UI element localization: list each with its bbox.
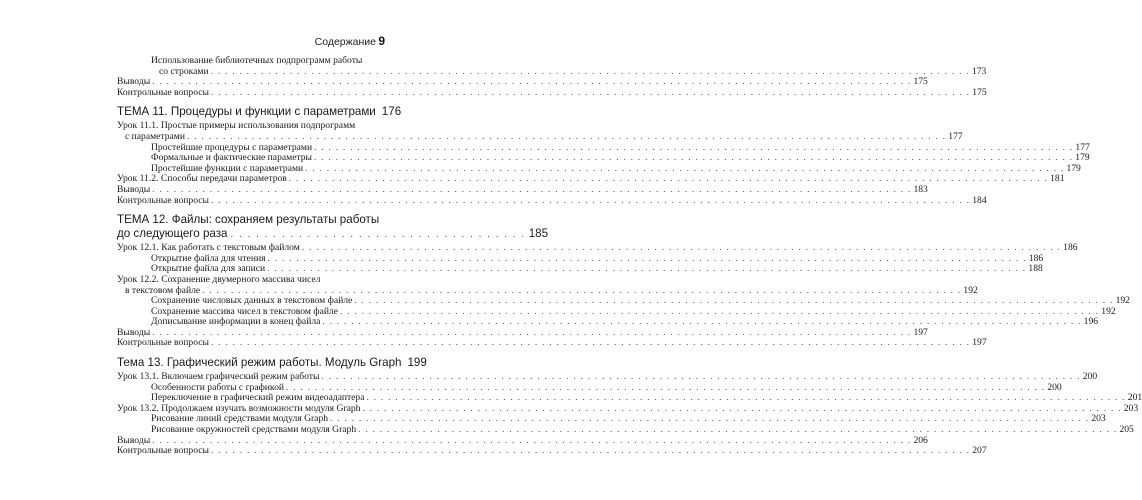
toc-theme-heading [117, 227, 549, 241]
toc-entry-text: Контрольные вопросы [117, 86, 209, 98]
toc-theme-heading [117, 213, 380, 227]
toc-entry-text: Формальные и фактические параметры [151, 152, 313, 164]
theme-title: ТЕМА 12. Файлы: сохраняем результаты работы [117, 213, 380, 227]
toc-entry-text: Выводы [117, 76, 151, 88]
toc-entry-page: 184 [972, 194, 987, 206]
table-of-contents [117, 55, 1142, 457]
toc-entry-text: Открытие файла для записи [151, 263, 266, 275]
toc-entry [117, 275, 374, 286]
toc-entry-text: Урок 13.1. Включаем графический режим работы [117, 371, 320, 383]
toc-entry-page: 186 [1063, 242, 1078, 254]
toc-entry-text: Выводы [117, 183, 151, 195]
dot-leader [211, 88, 970, 99]
toc-entry-text: со строками [159, 65, 209, 77]
toc-entry-text: Выводы [117, 326, 151, 338]
toc-entry-text: Урок 11.2. Способы передачи параметров [117, 173, 287, 185]
toc-entry-page: 175 [972, 86, 987, 98]
toc-entry-page: 188 [1028, 263, 1043, 275]
dot-leader [211, 446, 970, 457]
toc-theme-heading [117, 105, 402, 119]
page-number: 9 [378, 34, 385, 48]
toc-entry-text: Урок 12.2. Сохранение двумерного массива чисел [117, 273, 321, 285]
dot-leader [187, 132, 946, 143]
toc-entry-page: 179 [1075, 152, 1090, 164]
toc-entry-page: 203 [1091, 413, 1106, 425]
toc-entry [117, 445, 987, 457]
toc-entry-text: с параметрами [125, 130, 186, 142]
theme-title: Тема 13. Графический режим работы. Модуль Graph [117, 356, 402, 370]
toc-entry [117, 183, 928, 196]
toc-entry-text: Контрольные вопросы [117, 337, 209, 349]
toc-entry-page: 179 [1066, 162, 1081, 174]
toc-entry-text: Открытие файла для чтения [151, 252, 266, 264]
toc-entry [117, 86, 987, 99]
toc-entry-page: 173 [971, 65, 987, 77]
toc-entry-text: в текстовом файле [125, 284, 201, 296]
toc-entry-text: Выводы [117, 434, 151, 446]
running-title: Содержание [314, 36, 376, 48]
toc-entry [117, 130, 963, 143]
toc-entry-page: 201 [1127, 392, 1142, 404]
toc-entry-page: 200 [1047, 381, 1062, 393]
toc-entry-page: 203 [1123, 402, 1139, 414]
toc-entry-page: 177 [1075, 141, 1090, 153]
toc-entry-page: 197 [913, 326, 928, 338]
theme-title: ТЕМА 11. Процедуры и функции с параметрами [117, 105, 376, 119]
toc-entry-text: Урок 11.1. Простые примеры использования подпрограмм [117, 120, 356, 132]
toc-entry-page: 175 [913, 76, 928, 88]
toc-entry-text: Простейшие процедуры с параметрами [151, 141, 313, 153]
page-header [0, 34, 500, 50]
toc-entry-page: 181 [1050, 173, 1065, 185]
toc-entry-text: Сохранение числовых данных в текстовом файле [151, 295, 353, 307]
toc-entry-page: 186 [1028, 252, 1044, 264]
toc-entry-text: Рисование линий средствами модуля Graph [151, 413, 329, 425]
dot-leader [211, 338, 970, 349]
toc-entry-page: 207 [972, 445, 987, 457]
toc-entry-page: 200 [1082, 371, 1098, 383]
dot-leader [267, 264, 1026, 275]
theme-page-number: 199 [407, 356, 427, 370]
theme-page-number: 185 [528, 227, 549, 241]
toc-entry-text: Использование библиотечных подпрограмм работы [151, 55, 363, 66]
toc-entry-page: 205 [1119, 424, 1134, 436]
theme-title: до следующего раза [117, 227, 228, 241]
toc-entry [117, 337, 987, 349]
toc-entry-page: 192 [1115, 295, 1130, 307]
dot-leader [230, 228, 525, 242]
toc-entry-text: Особенности работы с графикой [151, 381, 285, 393]
toc-theme-heading [117, 356, 427, 370]
toc-entry-page: 192 [1101, 305, 1116, 317]
toc-entry [117, 56, 374, 67]
toc-entry-text: Урок 13.2. Продолжаем изучать возможности модуля Graph [117, 402, 361, 414]
toc-entry-text: Простейшие функции с параметрами [151, 162, 304, 174]
toc-entry-text: Сохранение массива чисел в текстовом файле [151, 305, 339, 317]
dot-leader [152, 185, 911, 196]
toc-entry-page: 197 [972, 337, 987, 349]
toc-entry-page: 196 [1083, 316, 1099, 328]
toc-entry-page: 206 [913, 434, 928, 446]
toc-entry-page: 177 [948, 130, 963, 142]
theme-page-number: 176 [381, 105, 402, 119]
toc-entry-text: Переключение в графический режим видеоадаптера [151, 392, 365, 404]
toc-entry-text: Контрольные вопросы [117, 445, 209, 457]
toc-entry-text: Контрольные вопросы [117, 194, 209, 206]
toc-entry-text: Дописывание информации в конец файла [151, 316, 321, 328]
toc-entry-text: Рисование окружностей средствами модуля Graph [151, 424, 357, 436]
toc-entry [117, 194, 987, 207]
dot-leader [211, 196, 970, 207]
toc-entry-text: Урок 12.1. Как работать с текстовым файлом [117, 242, 300, 254]
toc-entry-page: 183 [913, 183, 928, 195]
toc-entry-page: 192 [963, 284, 978, 296]
